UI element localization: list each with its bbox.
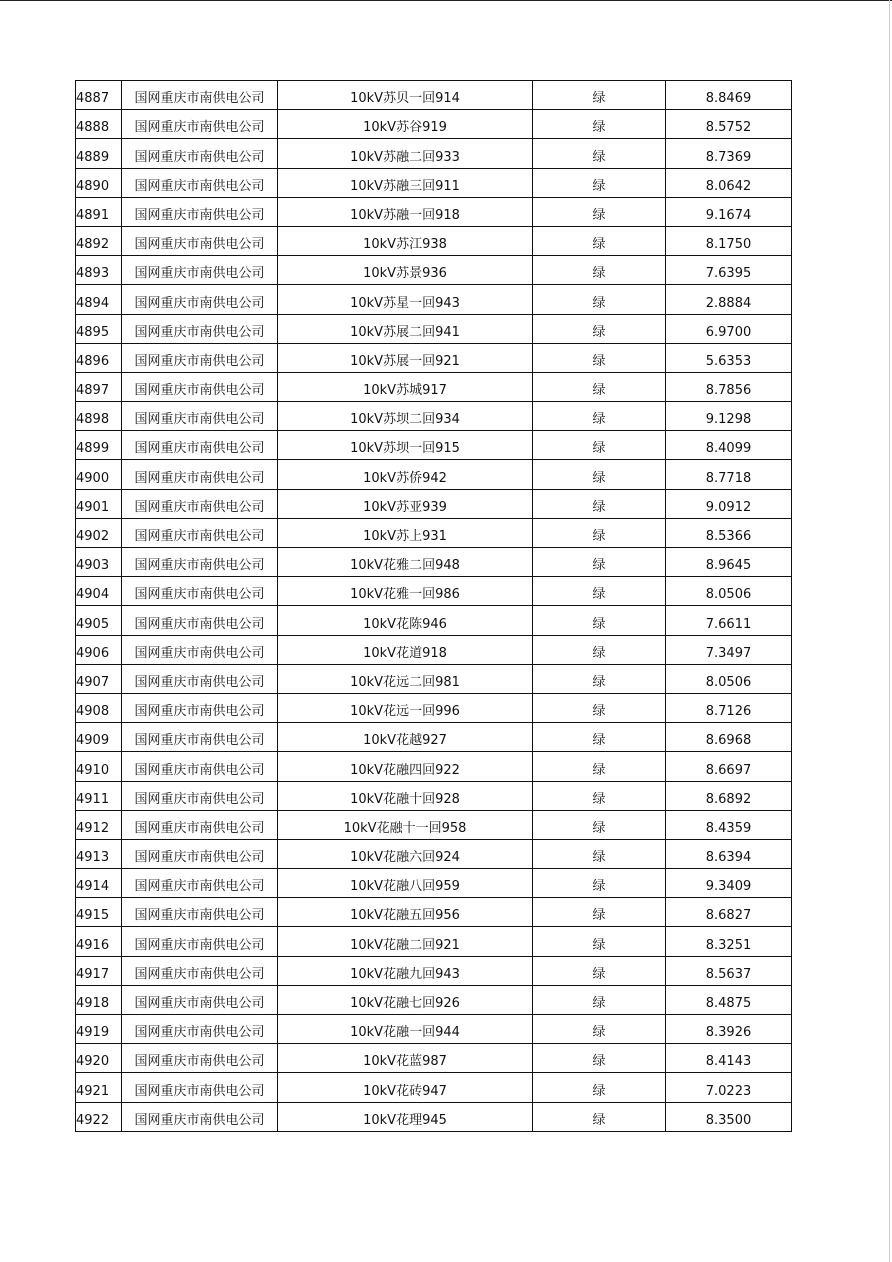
value-cell: 8.0506: [666, 664, 792, 693]
status-cell: 绿: [533, 402, 666, 431]
row-number-cell: 4915: [76, 898, 122, 927]
company-cell: 国网重庆市南供电公司: [122, 898, 278, 927]
row-number-cell: 4912: [76, 810, 122, 839]
value-cell: 5.6353: [666, 343, 792, 372]
table-row: [76, 606, 792, 635]
value-cell: 8.7369: [666, 139, 792, 168]
value-cell: 8.0506: [666, 577, 792, 606]
table-row: [76, 1044, 792, 1073]
line-name-cell: 10kV花蓝987: [278, 1044, 533, 1073]
page-right-edge: [889, 0, 890, 1262]
company-cell: 国网重庆市南供电公司: [122, 956, 278, 985]
status-cell: 绿: [533, 1102, 666, 1131]
line-name-cell: 10kV苏景936: [278, 256, 533, 285]
table-row: [76, 402, 792, 431]
row-number-cell: 4894: [76, 285, 122, 314]
status-cell: 绿: [533, 81, 666, 110]
page-top-border: [0, 0, 892, 1]
value-cell: 9.0912: [666, 489, 792, 518]
company-cell: 国网重庆市南供电公司: [122, 460, 278, 489]
status-cell: 绿: [533, 431, 666, 460]
company-cell: 国网重庆市南供电公司: [122, 168, 278, 197]
status-cell: 绿: [533, 1015, 666, 1044]
value-cell: 8.6968: [666, 723, 792, 752]
row-number-cell: 4908: [76, 693, 122, 722]
value-cell: 8.9645: [666, 548, 792, 577]
row-number-cell: 4891: [76, 197, 122, 226]
company-cell: 国网重庆市南供电公司: [122, 1044, 278, 1073]
table-row: [76, 343, 792, 372]
company-cell: 国网重庆市南供电公司: [122, 548, 278, 577]
company-cell: 国网重庆市南供电公司: [122, 226, 278, 255]
line-name-cell: 10kV苏展一回921: [278, 343, 533, 372]
line-name-cell: 10kV花融十一回958: [278, 810, 533, 839]
line-name-cell: 10kV苏谷919: [278, 110, 533, 139]
row-number-cell: 4907: [76, 664, 122, 693]
value-cell: 8.7126: [666, 693, 792, 722]
company-cell: 国网重庆市南供电公司: [122, 372, 278, 401]
table-row: [76, 898, 792, 927]
status-cell: 绿: [533, 1044, 666, 1073]
line-name-cell: 10kV苏亚939: [278, 489, 533, 518]
status-cell: 绿: [533, 226, 666, 255]
line-name-cell: 10kV苏星一回943: [278, 285, 533, 314]
status-cell: 绿: [533, 518, 666, 547]
line-name-cell: 10kV花砖947: [278, 1073, 533, 1102]
table-row: [76, 985, 792, 1014]
row-number-cell: 4921: [76, 1073, 122, 1102]
row-number-cell: 4918: [76, 985, 122, 1014]
status-cell: 绿: [533, 197, 666, 226]
line-name-cell: 10kV花融一回944: [278, 1015, 533, 1044]
row-number-cell: 4920: [76, 1044, 122, 1073]
row-number-cell: 4897: [76, 372, 122, 401]
status-cell: 绿: [533, 489, 666, 518]
status-cell: 绿: [533, 1073, 666, 1102]
line-name-cell: 10kV花雅二回948: [278, 548, 533, 577]
row-number-cell: 4895: [76, 314, 122, 343]
row-number-cell: 4903: [76, 548, 122, 577]
company-cell: 国网重庆市南供电公司: [122, 752, 278, 781]
row-number-cell: 4889: [76, 139, 122, 168]
status-cell: 绿: [533, 314, 666, 343]
line-name-cell: 10kV苏贝一回914: [278, 81, 533, 110]
value-cell: 8.3926: [666, 1015, 792, 1044]
table-row: [76, 256, 792, 285]
table-row: [76, 139, 792, 168]
value-cell: 8.8469: [666, 81, 792, 110]
row-number-cell: 4917: [76, 956, 122, 985]
line-name-cell: 10kV苏侨942: [278, 460, 533, 489]
status-cell: 绿: [533, 548, 666, 577]
row-number-cell: 4892: [76, 226, 122, 255]
company-cell: 国网重庆市南供电公司: [122, 314, 278, 343]
table-row: [76, 927, 792, 956]
row-number-cell: 4911: [76, 781, 122, 810]
row-number-cell: 4922: [76, 1102, 122, 1131]
line-name-cell: 10kV苏上931: [278, 518, 533, 547]
company-cell: 国网重庆市南供电公司: [122, 869, 278, 898]
company-cell: 国网重庆市南供电公司: [122, 810, 278, 839]
company-cell: 国网重庆市南供电公司: [122, 635, 278, 664]
line-name-cell: 10kV苏江938: [278, 226, 533, 255]
table-row: [76, 431, 792, 460]
row-number-cell: 4905: [76, 606, 122, 635]
table-row: [76, 372, 792, 401]
status-cell: 绿: [533, 372, 666, 401]
status-cell: 绿: [533, 927, 666, 956]
status-cell: 绿: [533, 752, 666, 781]
status-cell: 绿: [533, 577, 666, 606]
row-number-cell: 4913: [76, 839, 122, 868]
value-cell: 8.6827: [666, 898, 792, 927]
row-number-cell: 4910: [76, 752, 122, 781]
line-name-cell: 10kV花陈946: [278, 606, 533, 635]
value-cell: 8.6892: [666, 781, 792, 810]
status-cell: 绿: [533, 343, 666, 372]
row-number-cell: 4893: [76, 256, 122, 285]
company-cell: 国网重庆市南供电公司: [122, 139, 278, 168]
status-cell: 绿: [533, 898, 666, 927]
table-row: [76, 110, 792, 139]
row-number-cell: 4902: [76, 518, 122, 547]
line-name-cell: 10kV苏展二回941: [278, 314, 533, 343]
status-cell: 绿: [533, 168, 666, 197]
row-number-cell: 4898: [76, 402, 122, 431]
company-cell: 国网重庆市南供电公司: [122, 985, 278, 1014]
row-number-cell: 4899: [76, 431, 122, 460]
value-cell: 8.4099: [666, 431, 792, 460]
value-cell: 9.1674: [666, 197, 792, 226]
company-cell: 国网重庆市南供电公司: [122, 197, 278, 226]
value-cell: 8.4359: [666, 810, 792, 839]
status-cell: 绿: [533, 693, 666, 722]
status-cell: 绿: [533, 664, 666, 693]
company-cell: 国网重庆市南供电公司: [122, 343, 278, 372]
company-cell: 国网重庆市南供电公司: [122, 577, 278, 606]
row-number-cell: 4919: [76, 1015, 122, 1044]
table-row: [76, 723, 792, 752]
value-cell: 9.3409: [666, 869, 792, 898]
value-cell: 8.5366: [666, 518, 792, 547]
table-row: [76, 518, 792, 547]
company-cell: 国网重庆市南供电公司: [122, 81, 278, 110]
value-cell: 8.6394: [666, 839, 792, 868]
row-number-cell: 4916: [76, 927, 122, 956]
value-cell: 8.5752: [666, 110, 792, 139]
status-cell: 绿: [533, 810, 666, 839]
row-number-cell: 4887: [76, 81, 122, 110]
status-cell: 绿: [533, 139, 666, 168]
value-cell: 8.5637: [666, 956, 792, 985]
company-cell: 国网重庆市南供电公司: [122, 693, 278, 722]
line-name-cell: 10kV花融十回928: [278, 781, 533, 810]
table-row: [76, 226, 792, 255]
value-cell: 8.7718: [666, 460, 792, 489]
status-cell: 绿: [533, 110, 666, 139]
row-number-cell: 4890: [76, 168, 122, 197]
company-cell: 国网重庆市南供电公司: [122, 1102, 278, 1131]
table-row: [76, 197, 792, 226]
value-cell: 8.6697: [666, 752, 792, 781]
table-row: [76, 489, 792, 518]
table-row: [76, 956, 792, 985]
table-row: [76, 810, 792, 839]
line-name-cell: 10kV花远一回996: [278, 693, 533, 722]
table-body: [76, 81, 792, 1132]
row-number-cell: 4914: [76, 869, 122, 898]
value-cell: 2.8884: [666, 285, 792, 314]
table-row: [76, 548, 792, 577]
line-name-cell: 10kV花融六回924: [278, 839, 533, 868]
company-cell: 国网重庆市南供电公司: [122, 781, 278, 810]
line-name-cell: 10kV花融七回926: [278, 985, 533, 1014]
table-row: [76, 285, 792, 314]
table-row: [76, 664, 792, 693]
line-name-cell: 10kV苏坝二回934: [278, 402, 533, 431]
line-name-cell: 10kV苏融三回911: [278, 168, 533, 197]
company-cell: 国网重庆市南供电公司: [122, 1073, 278, 1102]
company-cell: 国网重庆市南供电公司: [122, 839, 278, 868]
value-cell: 8.4875: [666, 985, 792, 1014]
company-cell: 国网重庆市南供电公司: [122, 285, 278, 314]
table-row: [76, 1015, 792, 1044]
status-cell: 绿: [533, 723, 666, 752]
line-name-cell: 10kV花理945: [278, 1102, 533, 1131]
value-cell: 8.0642: [666, 168, 792, 197]
value-cell: 9.1298: [666, 402, 792, 431]
table-row: [76, 168, 792, 197]
line-name-cell: 10kV苏融一回918: [278, 197, 533, 226]
table-row: [76, 81, 792, 110]
status-cell: 绿: [533, 869, 666, 898]
company-cell: 国网重庆市南供电公司: [122, 256, 278, 285]
table-row: [76, 635, 792, 664]
company-cell: 国网重庆市南供电公司: [122, 402, 278, 431]
company-cell: 国网重庆市南供电公司: [122, 110, 278, 139]
status-cell: 绿: [533, 635, 666, 664]
value-cell: 7.6611: [666, 606, 792, 635]
line-name-cell: 10kV花道918: [278, 635, 533, 664]
table-row: [76, 460, 792, 489]
value-cell: 7.3497: [666, 635, 792, 664]
row-number-cell: 4906: [76, 635, 122, 664]
table-row: [76, 869, 792, 898]
company-cell: 国网重庆市南供电公司: [122, 723, 278, 752]
company-cell: 国网重庆市南供电公司: [122, 1015, 278, 1044]
table-row: [76, 781, 792, 810]
value-cell: 8.3251: [666, 927, 792, 956]
table-row: [76, 1073, 792, 1102]
line-name-cell: 10kV花融九回943: [278, 956, 533, 985]
row-number-cell: 4900: [76, 460, 122, 489]
line-name-cell: 10kV花融二回921: [278, 927, 533, 956]
status-cell: 绿: [533, 460, 666, 489]
company-cell: 国网重庆市南供电公司: [122, 489, 278, 518]
status-cell: 绿: [533, 606, 666, 635]
status-cell: 绿: [533, 256, 666, 285]
row-number-cell: 4901: [76, 489, 122, 518]
line-name-cell: 10kV花越927: [278, 723, 533, 752]
row-number-cell: 4909: [76, 723, 122, 752]
line-name-cell: 10kV花远二回981: [278, 664, 533, 693]
value-cell: 7.6395: [666, 256, 792, 285]
row-number-cell: 4896: [76, 343, 122, 372]
company-cell: 国网重庆市南供电公司: [122, 606, 278, 635]
company-cell: 国网重庆市南供电公司: [122, 927, 278, 956]
status-cell: 绿: [533, 956, 666, 985]
row-number-cell: 4888: [76, 110, 122, 139]
company-cell: 国网重庆市南供电公司: [122, 431, 278, 460]
table-row: [76, 577, 792, 606]
line-name-cell: 10kV苏融二回933: [278, 139, 533, 168]
line-name-cell: 10kV苏坝一回915: [278, 431, 533, 460]
value-cell: 6.9700: [666, 314, 792, 343]
value-cell: 8.3500: [666, 1102, 792, 1131]
status-cell: 绿: [533, 985, 666, 1014]
value-cell: 8.1750: [666, 226, 792, 255]
status-cell: 绿: [533, 285, 666, 314]
row-number-cell: 4904: [76, 577, 122, 606]
value-cell: 8.7856: [666, 372, 792, 401]
line-name-cell: 10kV花融四回922: [278, 752, 533, 781]
table-row: [76, 839, 792, 868]
line-name-cell: 10kV苏城917: [278, 372, 533, 401]
table-row: [76, 1102, 792, 1131]
table-row: [76, 693, 792, 722]
table-row: [76, 752, 792, 781]
value-cell: 8.4143: [666, 1044, 792, 1073]
company-cell: 国网重庆市南供电公司: [122, 664, 278, 693]
table-row: [76, 314, 792, 343]
data-table: [75, 80, 792, 1132]
status-cell: 绿: [533, 781, 666, 810]
line-name-cell: 10kV花雅一回986: [278, 577, 533, 606]
status-cell: 绿: [533, 839, 666, 868]
value-cell: 7.0223: [666, 1073, 792, 1102]
line-name-cell: 10kV花融八回959: [278, 869, 533, 898]
company-cell: 国网重庆市南供电公司: [122, 518, 278, 547]
line-name-cell: 10kV花融五回956: [278, 898, 533, 927]
